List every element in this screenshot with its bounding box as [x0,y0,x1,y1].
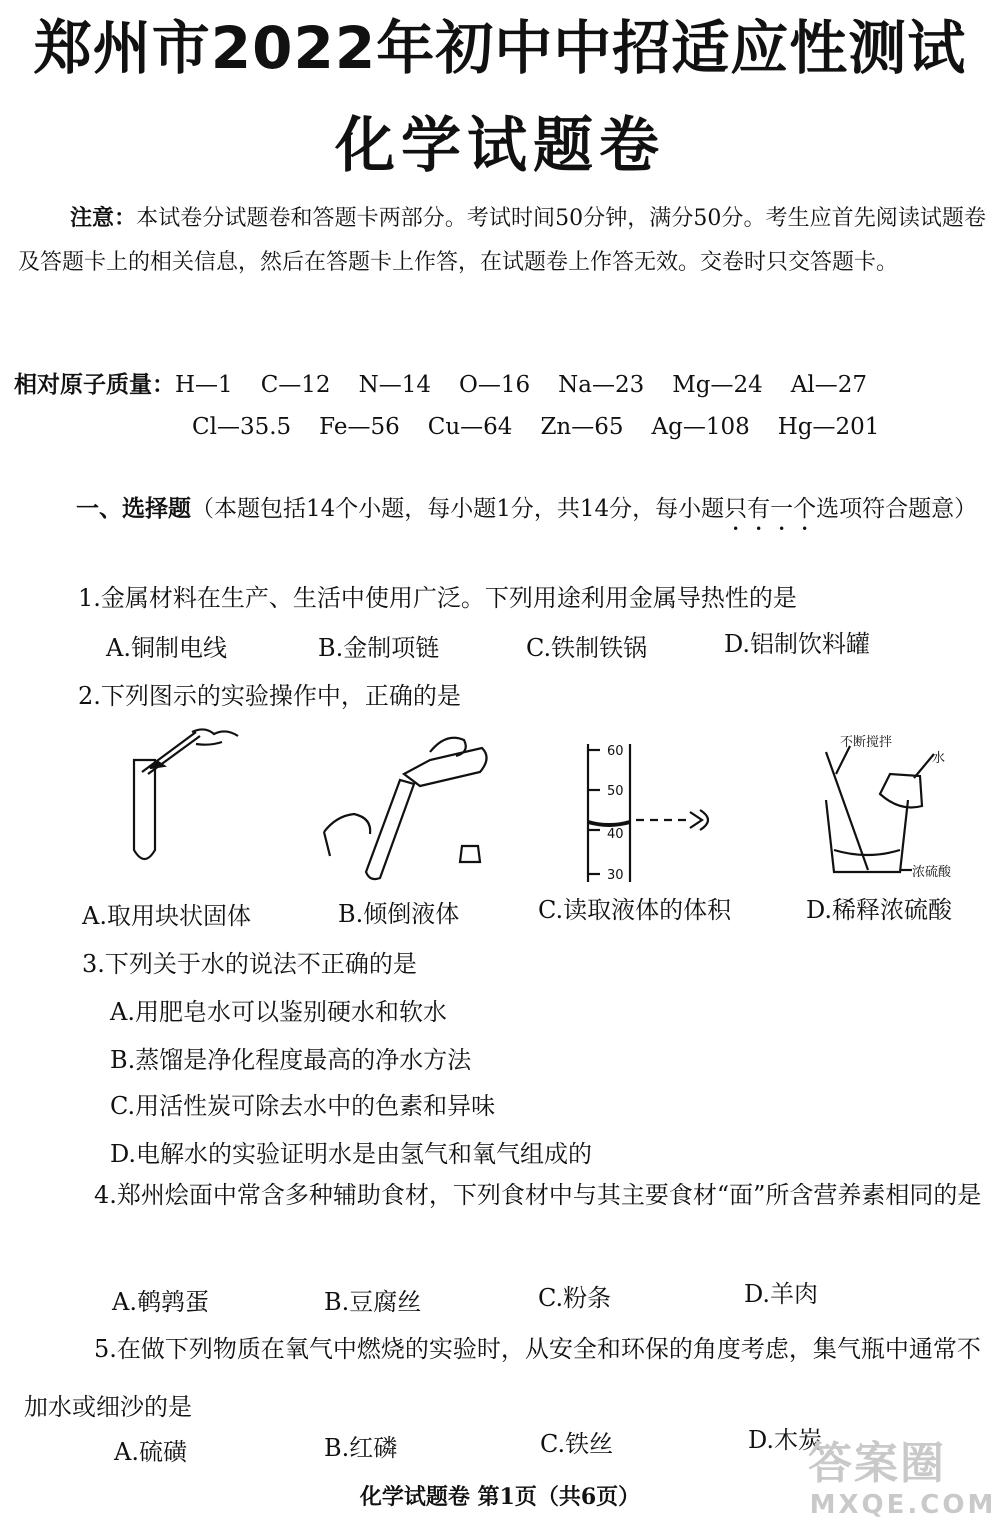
question-1-option-d: D.铝制饮料罐 [724,630,871,658]
atomic-mass-item: C—12 [260,372,331,398]
section-heading [18,484,984,536]
question-3-option-c: C.用活性炭可除去水中的色素和异味 [110,1092,496,1120]
label-water: 水 [932,751,946,766]
question-2-option-b: B.倾倒液体 [338,900,460,928]
question-2-option-a: A.取用块状固体 [82,902,251,930]
figure-a-test-tube [134,729,238,859]
question-5-option-b: B.红磷 [324,1434,398,1462]
atomic-mass-item: Zn—65 [540,414,624,440]
atomic-mass-item: Ag—108 [651,414,750,440]
atomic-mass-item: Al—27 [790,372,867,398]
question-2-option-c: C.读取液体的体积 [538,896,732,924]
atomic-mass-item: N—14 [358,372,431,398]
notice-paragraph [18,196,986,285]
atomic-mass-item: Fe—56 [319,414,400,440]
question-5-option-d: D.木炭 [748,1426,823,1454]
atomic-mass-item: O—16 [458,372,531,398]
question-4-option-c: C.粉条 [538,1284,612,1312]
question-1-option-b: B.金制项链 [318,634,440,662]
atomic-mass-item: Hg—201 [777,414,880,440]
atomic-mass-item: Na—23 [558,372,645,398]
question-3-option-b: B.蒸馏是净化程度最高的净水方法 [110,1046,472,1074]
watermark-text: 答案圈 [808,1438,946,1489]
cylinder-tick-60: 60 [607,744,624,759]
cylinder-tick-30: 30 [607,868,624,883]
figure-d-dilution [826,734,952,880]
label-acid: 浓硫酸 [912,865,952,880]
atomic-mass-item: Cl—35.5 [192,414,292,440]
atomic-mass-item: Mg—24 [672,372,763,398]
question-3-option-a: A.用肥皂水可以鉴别硬水和软水 [110,998,447,1026]
section-desc-before: （本题包括14个小题，每小题1分，共14分，每小题 [191,496,725,522]
section-title: 一、选择题 [76,495,191,522]
watermark-url: MXQE.COM [809,1490,997,1520]
notice-label: 注意： [70,205,137,231]
page-subtitle: 化学试题卷 [335,111,665,181]
atomic-mass-row-2 [192,414,907,440]
question-5-stem: 5.在做下列物质在氧气中燃烧的实验时，从安全和环保的角度考虑，集气瓶中通常不加水或细沙的是 [24,1335,981,1421]
question-2-figures [0,722,1000,897]
page-footer: 化学试题卷 第1页（共6页） [359,1484,641,1510]
cylinder-tick-40: 40 [607,827,624,842]
atomic-mass-row-1 [14,366,895,399]
atomic-mass-label: 相对原子质量： [14,371,175,398]
question-2-stem: 2.下列图示的实验操作中，正确的是 [78,682,461,710]
section-desc-emphasis: 只有一个 [724,496,817,522]
section-desc-after: 选项符合题意） [816,496,978,522]
figure-c-cylinder [588,744,708,883]
question-3-option-d: D.电解水的实验证明水是由氢气和氧气组成的 [110,1140,593,1168]
question-2-option-d: D.稀释浓硫酸 [806,896,953,924]
question-4-stem: 4.郑州烩面中常含多种辅助食材，下列食材中与其主要食材“面”所含营养素相同的是 [94,1181,982,1209]
atomic-mass-item: H—1 [175,372,233,398]
question-4-option-a: A.鹌鹑蛋 [112,1288,209,1316]
question-3-stem: 3.下列关于水的说法不正确的是 [82,950,417,978]
figure-b-pouring [324,738,487,879]
watermark-logo [808,1440,998,1530]
question-4-option-b: B.豆腐丝 [324,1288,422,1316]
question-4-option-d: D.羊肉 [744,1280,819,1308]
label-stir: 不断搅拌 [840,735,893,750]
question-1-option-c: C.铁制铁锅 [526,634,648,662]
atomic-mass-item: Cu—64 [427,414,513,440]
question-1-option-a: A.铜制电线 [106,634,227,662]
question-5-option-a: A.硫磺 [114,1438,187,1466]
notice-text: 本试卷分试题卷和答题卡两部分。考试时间50分钟，满分50分。考生应首先阅读试题卷及答题卡上的相关信息，然后在答题卡上作答，在试题卷上作答无效。交卷时只交答题卡。 [18,206,986,275]
question-1-stem: 1.金属材料在生产、生活中使用广泛。下列用途利用金属导热性的是 [78,584,797,612]
question-5-option-c: C.铁丝 [540,1430,614,1458]
page-title: 郑州市2022年初中中招适应性测试 [33,14,967,82]
cylinder-tick-50: 50 [607,784,624,799]
